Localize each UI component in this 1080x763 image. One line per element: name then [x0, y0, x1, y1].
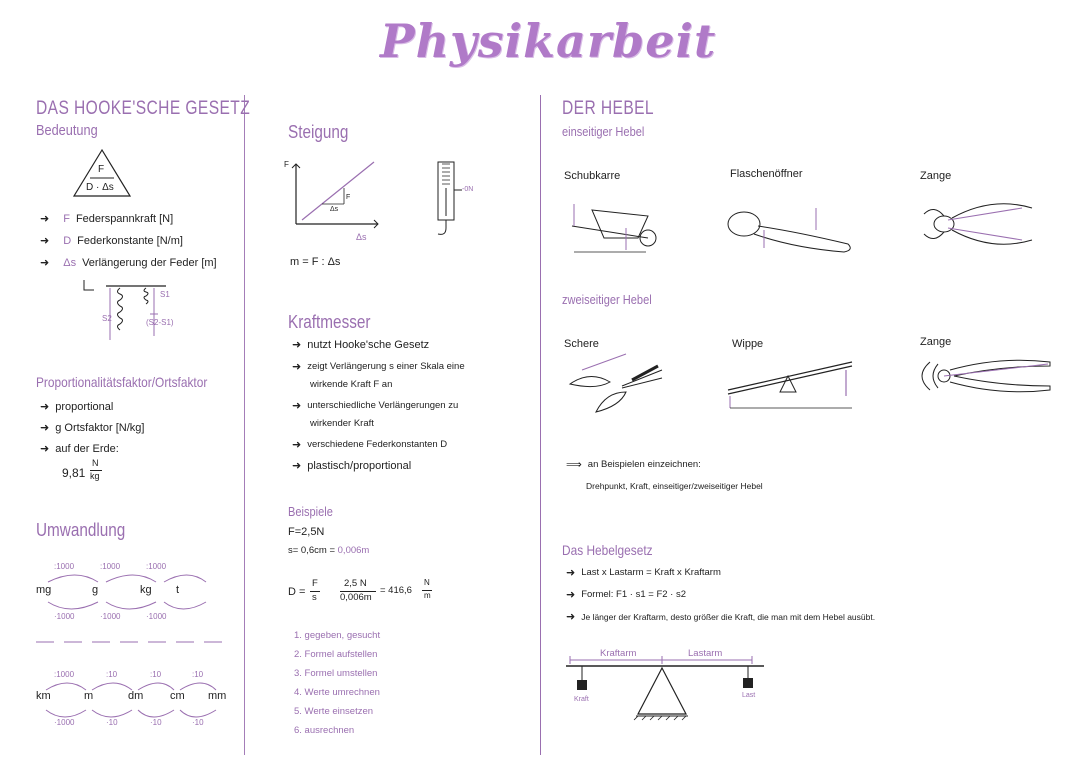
- page-title: Physikarbeit: [380, 14, 717, 68]
- arrow-icon: ➜: [40, 400, 50, 413]
- kraftmesser-heading: Kraftmesser: [288, 312, 371, 332]
- hooke-heading: DAS HOOKE'SCHE GESETZ: [36, 98, 251, 119]
- hooke-list: [40, 212, 217, 269]
- conversion-row-1: [36, 584, 236, 604]
- arrow-icon: ➜: [40, 256, 50, 269]
- beispiel-f: F=2,5N: [288, 526, 325, 538]
- arrow-icon: ➜: [292, 360, 302, 373]
- list-item: ➜ nutzt Hooke'sche Gesetz: [292, 338, 430, 351]
- example-schere: Schere: [564, 338, 599, 350]
- erde-value: 9,81: [62, 466, 86, 480]
- arrow-icon: ➜: [566, 588, 576, 601]
- beispiel-calc-num: 2,5 N: [344, 578, 367, 589]
- unit: dm: [128, 690, 144, 702]
- lever-diagram: [566, 650, 776, 730]
- steigung-axis-y: F: [284, 160, 289, 169]
- steigung-formula: m = F : Δs: [290, 256, 341, 268]
- umwandlung-heading: Umwandlung: [36, 520, 126, 540]
- list-item: ➜ Je länger der Kraftarm, desto größer die Kraft, die man mit dem Hebel ausübt.: [566, 610, 876, 623]
- conversion-row-2: [36, 690, 236, 710]
- list-item: ➜ D Federkonstante [N/m]: [40, 234, 183, 247]
- list-item: 1. gegeben, gesucht: [294, 630, 381, 641]
- list-item: 2. Formel aufstellen: [294, 649, 378, 660]
- steigung-f: F: [346, 194, 351, 201]
- hebel-note: [566, 458, 763, 491]
- list-item: ➜ unterschiedliche Verlängerungen zu: [292, 399, 459, 412]
- spring-scale-label: -0N: [462, 186, 474, 193]
- steigung-axis-x: Δs: [356, 232, 367, 242]
- lever-kraft: Kraft: [574, 696, 589, 703]
- steigung-delta: Δs: [330, 206, 339, 213]
- column-divider-2: [540, 95, 541, 755]
- beispiele-heading: Beispiele: [288, 504, 333, 519]
- steps-list: [294, 630, 380, 736]
- spring-s2: S2: [102, 314, 112, 323]
- bedeutung-heading: Bedeutung: [36, 122, 98, 139]
- triangle-bottom: D · Δs: [86, 182, 114, 193]
- example-schubkarre: Schubkarre: [564, 170, 621, 182]
- list-item: ➜ F Federspannkraft [N]: [40, 212, 174, 225]
- example-zange-1: Zange: [920, 170, 952, 182]
- list-item: ➜ auf der Erde:: [40, 442, 119, 455]
- list-item: 6. ausrechnen: [294, 725, 355, 736]
- list-item: 3. Formel umstellen: [294, 668, 378, 679]
- list-item-continued: wirkender Kraft: [310, 418, 374, 429]
- lever-kraftarm: Kraftarm: [600, 648, 637, 659]
- kraftmesser-list: [292, 338, 465, 472]
- spring-diff: (S2-S1): [146, 318, 174, 327]
- beispiel-result-unit-num: N: [424, 578, 430, 587]
- scissors-icon: [566, 350, 676, 430]
- list-item: ➜ Δs Verlängerung der Feder [m]: [40, 256, 217, 269]
- arrow-icon: ➜: [566, 566, 576, 579]
- list-item: ➜ Formel: F1 · s1 = F2 · s2: [566, 588, 687, 601]
- list-item: ➜ proportional: [40, 400, 114, 413]
- bottle-opener-icon: [724, 206, 854, 266]
- beispiel-s: s= 0,6cm = 0,006m: [288, 545, 370, 556]
- spring-diagram: [82, 278, 202, 348]
- lever-last: Last: [742, 692, 756, 699]
- arrow-icon: ➜: [292, 459, 302, 472]
- beispiel-d-num: F: [312, 578, 318, 589]
- example-zange-2: Zange: [920, 336, 952, 348]
- list-item-continued: wirkende Kraft F an: [310, 379, 393, 390]
- proportionalitaet-list: [40, 400, 144, 455]
- zweiseitig-heading: zweiseitiger Hebel: [562, 292, 652, 307]
- note-line: ⟹ an Beispielen einzeichnen:: [566, 458, 701, 471]
- arrow-icon: ➜: [292, 399, 302, 412]
- unit: mg: [36, 584, 52, 596]
- beispiel-calc-den: 0,006m: [340, 592, 372, 603]
- double-arrow-icon: ⟹: [566, 458, 582, 471]
- hebelgesetz-heading: Das Hebelgesetz: [562, 542, 653, 558]
- unit: kg: [140, 584, 152, 596]
- beispiel-d-den: s: [312, 592, 317, 603]
- list-item: ➜ plastisch/proportional: [292, 459, 412, 472]
- erde-unit-num: N: [92, 458, 99, 468]
- wheelbarrow-icon: [568, 198, 678, 268]
- list-item: 5. Werte einsetzen: [294, 706, 374, 717]
- triangle-top: F: [98, 164, 105, 175]
- steigung-heading: Steigung: [288, 122, 349, 142]
- proportionalitaet-heading: Proportionalitätsfaktor/Ortsfaktor: [36, 374, 208, 390]
- spring-s1: S1: [160, 290, 170, 299]
- pliers-icon: [918, 196, 1038, 266]
- unit: m: [84, 690, 94, 702]
- pliers-icon: [914, 350, 1054, 410]
- hebelgesetz-list: [566, 566, 875, 623]
- arrow-icon: ➜: [40, 234, 50, 247]
- list-item: ➜ verschiedene Federkonstanten D: [292, 438, 448, 451]
- erde-unit-den: kg: [90, 471, 100, 481]
- column-divider-1: [244, 95, 245, 755]
- list-item: 4. Werte umrechnen: [294, 687, 380, 698]
- arrow-icon: ➜: [292, 438, 302, 451]
- unit: t: [176, 584, 180, 596]
- unit: mm: [208, 690, 227, 702]
- arrow-icon: ➜: [40, 421, 50, 434]
- arrow-icon: ➜: [292, 338, 302, 351]
- unit: km: [36, 690, 51, 702]
- lever-lastarm: Lastarm: [688, 648, 723, 659]
- example-wippe: Wippe: [732, 338, 764, 350]
- spring-scale-icon: [432, 160, 472, 240]
- beispiel-result: = 416,6: [380, 585, 412, 596]
- arrow-icon: ➜: [566, 610, 576, 623]
- arrow-icon: ➜: [40, 212, 50, 225]
- seesaw-icon: [726, 356, 866, 426]
- unit: g: [92, 584, 99, 596]
- unit: cm: [170, 690, 185, 702]
- steigung-graph: [288, 160, 388, 250]
- list-item: ➜ zeigt Verlängerung s einer Skala eine: [292, 360, 465, 373]
- list-item: ➜ g Ortsfaktor [N/kg]: [40, 421, 145, 434]
- list-item: ➜ Last x Lastarm = Kraft x Kraftarm: [566, 566, 721, 579]
- arrow-icon: ➜: [40, 442, 50, 455]
- beispiel-d-label: D =: [288, 586, 306, 598]
- einseitig-heading: einseitiger Hebel: [562, 124, 645, 139]
- dashed-separator: [36, 640, 236, 644]
- note-line: Drehpunkt, Kraft, einseitiger/zweiseitiger Hebel: [586, 481, 763, 491]
- beispiel-result-unit-den: m: [424, 591, 431, 600]
- example-flaschenoeffner: Flaschenöffner: [730, 168, 803, 180]
- hebel-heading: DER HEBEL: [562, 98, 655, 119]
